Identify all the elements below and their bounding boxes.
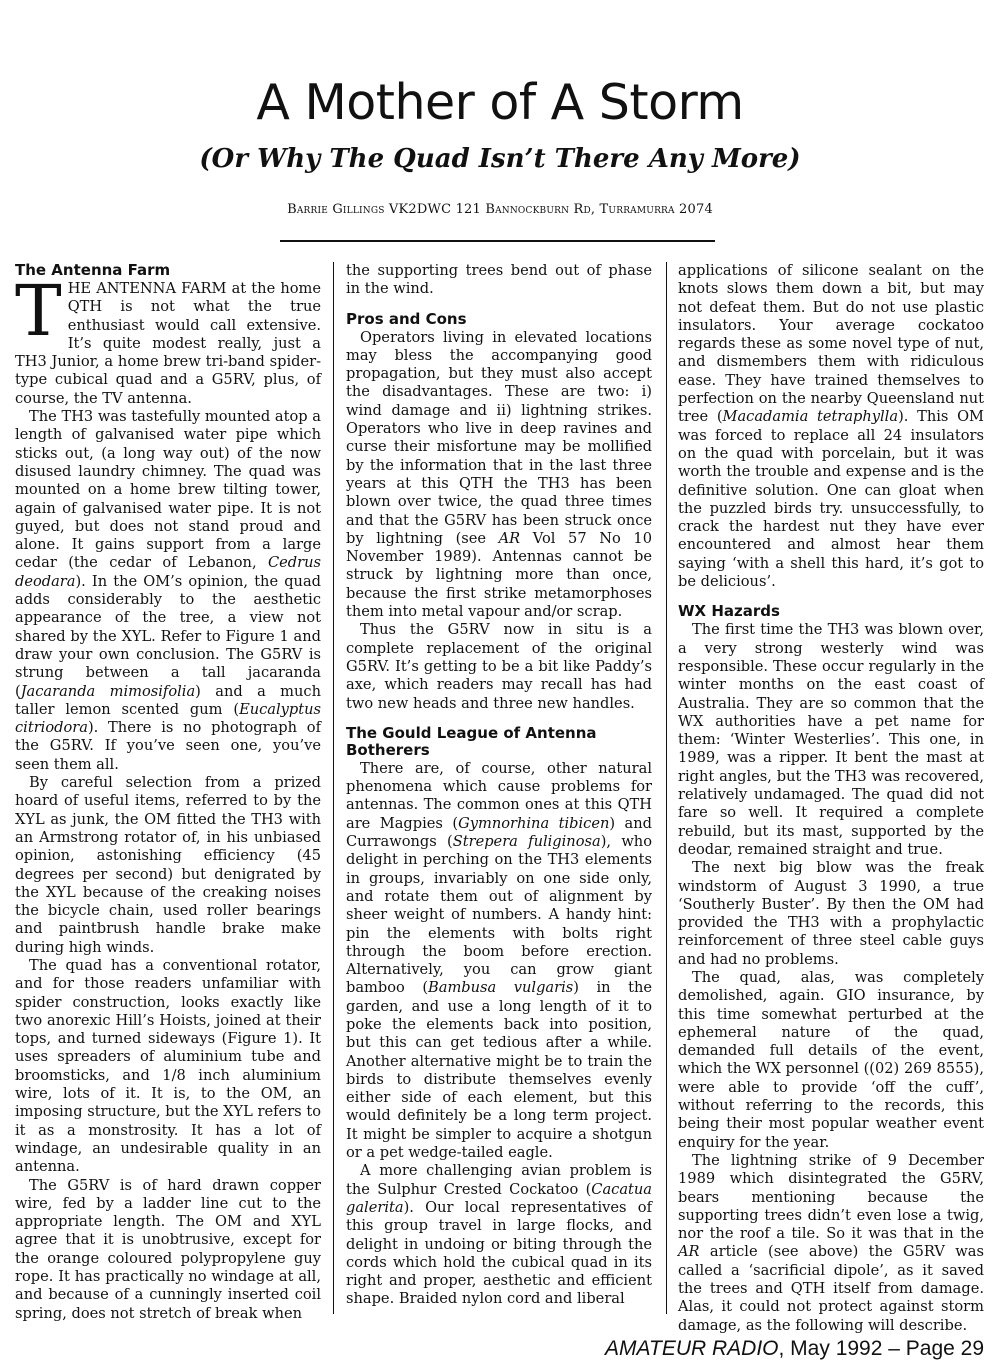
section-heading-gould-league: The Gould League of Antenna Botherers [346,723,597,759]
paragraph: The quad has a conventional rotator, and for those readers unfamiliar with spider construction, looks exactly like two anorexic Hill’s Hoists, joined at their tops, and turned sideways (Figure 1). It uses spreaders of aluminium tube and broomsticks, and 1/8 inch aluminium wire, lots of it. It is, to the OM, an imposing structure, but the XYL refers to it as a monstrosity. It has a lot of windage, an undesirable quality in an antenna. [15,956,321,1176]
paragraph: The next big blow was the freak windstorm of August 3 1990, a true ‘Southerly Buster’. By then the OM had provided the TH3 with a prophylactic reinforcement of three steel cable guys and had no problems. [678,859,984,968]
section-heading-antenna-farm: The Antenna Farm [15,261,171,279]
article-subtitle: (Or Why The Quad Isn’t There Any More) [199,144,801,174]
issue-page: , May 1992 – Page 29 [778,1337,984,1360]
paragraph: Thus the G5RV now in situ is a complete replacement of the original G5RV. It’s getting to be a bit like Paddy’s axe, which readers may recall has had two new heads and three new handles. [346,621,652,712]
section-heading-wx-hazards: WX Hazards [678,602,780,621]
section-heading-pros-cons: Pros and Cons [346,309,467,328]
paragraph: The TH3 was tastefully mounted atop a length of galvanised water pipe which sticks out, (a long way out) of the now disused laundry chimney. The quad was mounted on a home brew tilting tower, again of galvanised water pipe. It is not guyed, but does not stand proud and alone. It gains support from a large cedar (the cedar of Lebanon, Cedrus deodara). In the OM’s opinion, the quad adds considerably to the aesthetic appearance of the tree, a view not shared by the XYL. Refer to Figure 1 and draw your own conclusion. The G5RV is strung between a tall jacaranda (Jacaranda mimosifolia) and a much taller lemon scented gum (Eucalyptus citriodora). There is no photograph of the G5RV. If you’ve seen one, you’ve seen them all. [15,408,321,773]
article-title: A Mother of A Storm [256,74,744,131]
paragraph: The lightning strike of 9 December 1989 which disintegrated the G5RV, bears mentioning because the supporting trees didn’t even lose a twig, nor the roof a tile. So it was that in the AR article (see above) the G5RV was called a ‘sacrificial dipole’, as it saved the trees and QTH itself from damage. Alas, it could not protect against storm damage, as the following will describe. [678,1151,984,1334]
column-divider-2 [666,262,667,1314]
paragraph: The G5RV is of hard drawn copper wire, fed by a ladder line cut to the appropriate length. The OM and XYL agree that it is unobtrusive, except for the orange coloured polypropylene guy rope. It has practically no windage at all, and because of a cunningly inserted coil spring, does not stretch of break when [15,1176,321,1322]
magazine-name: AMATEUR RADIO [605,1337,779,1360]
page-footer [605,1336,984,1362]
paragraph: A more challenging avian problem is the Sulphur Crested Cockatoo (Cacatua galerita). Our local representatives of this group travel in large flocks, and delight in undoing or biting through the cords which hold the cubical quad in its right and proper, aesthetic and efficient shape. Braided nylon cord and liberal [346,1162,652,1308]
article-byline: Barrie Gillings VK2DWC 121 Bannockburn Rd, Turramurra 2074 [287,202,713,217]
paragraph: Operators living in elevated locations may bless the accompanying good propagation, but they must also accept the disadvantages. These are two: i) wind damage and ii) lightning strikes. Operators who live in deep ravines and curse their misfortune may be mollified by the information that in the last three years at this QTH the TH3 has been blown over twice, the quad three times and that the G5RV has been struck once by lightning (see AR Vol 57 No 10 November 1989). Antennas cannot be struck by lightning more than once, because the first strike metamorphoses them into metal vapour and/or scrap. [346,328,652,621]
column-3 [678,262,984,1334]
paragraph: The first time the TH3 was blown over, a very strong westerly wind was responsible. These occur regularly in the winter months on the east coast of Australia. They are so common that the WX authorities have a pet name for them: ‘Winter Westerlies’. This one, in 1989, was a ripper. It bent the mast at right angles, but the TH3 was recovered, relatively undamaged. The quad did not fare so well. It required a complete rebuild, but its mast, supported by the deodar, remained straight and true. [678,621,984,858]
paragraph: applications of silicone sealant on the knots slows them down a bit, but may not defeat them. But do not use plastic insulators. Your average cockatoo regards these as some novel type of nut, and dismembers them with ridiculous ease. They have trained themselves to perfection on the nearby Queensland nut tree (Macadamia tetraphylla). This OM was forced to replace all 24 insulators on the quad with porcelain, but it was worth the trouble and expense and is the definitive solution. One can gloat when the puzzled birds try. unsuccessfully, to crack the hardest nut they have ever encountered and almost hear them saying ‘with a shell this hard, it’s got to be delicious’. [678,262,984,591]
lead-caps: HE ANTENNA FARM [67,280,227,297]
paragraph: By careful selection from a prized hoard of useful items, referred to by the XYL as junk, the OM fitted the TH3 with an Armstrong rotator of, in his unbiased opinion, astonishing efficiency (45 degrees per second) but denigrated by the XYL because of the creaking noises the bicycle chain, used roller bearings and paintbrush handle brake make during high winds. [15,774,321,956]
column-1 [15,262,321,1322]
paragraph: The quad, alas, was completely demolished, again. GIO insurance, by this time somewhat perturbed at the ephemeral nature of the quad, demanded full details of the event, which the WX personnel ((02) 269 8555), were able to provide ‘off the cuff’, without referring to the records, this being their most popular weather event enquiry for the year. [678,968,984,1151]
column-2 [346,262,652,1322]
paragraph: There are, of course, other natural phenomena which cause problems for antennas. The common ones at this QTH are Magpies (Gymnorhina tibicen) and Currawongs (Strepera fuliginosa), who delight in perching on the TH3 elements in groups, invariably on one side only, and rotate them out of alignment by sheer weight of numbers. A handy hint: pin the elements with bolts right through the boom before erection. Alternatively, you can grow giant bamboo (Bambusa vulgaris) in the garden, and use a long length of it to poke the elements back into position, but this can get tedious after a while. Another alternative might be to train the birds to distribute themselves evenly either side of each element, but this would definitely be a long term project. It might be simpler to acquire a shotgun or a pet wedge-tailed eagle. [346,759,652,1162]
paragraph: the supporting trees bend out of phase in the wind. [346,262,652,298]
title-rule [280,240,715,242]
drop-cap: T [15,270,62,352]
column-divider-1 [333,262,334,1314]
paragraph: THE ANTENNA FARM at the home QTH is not what the true enthusiast would call extensive. It’s quite modest really, just a TH3 Junior, a home brew tri-band spider-type cubical quad and a G5RV, plus, of course, the TV antenna. [15,270,322,407]
